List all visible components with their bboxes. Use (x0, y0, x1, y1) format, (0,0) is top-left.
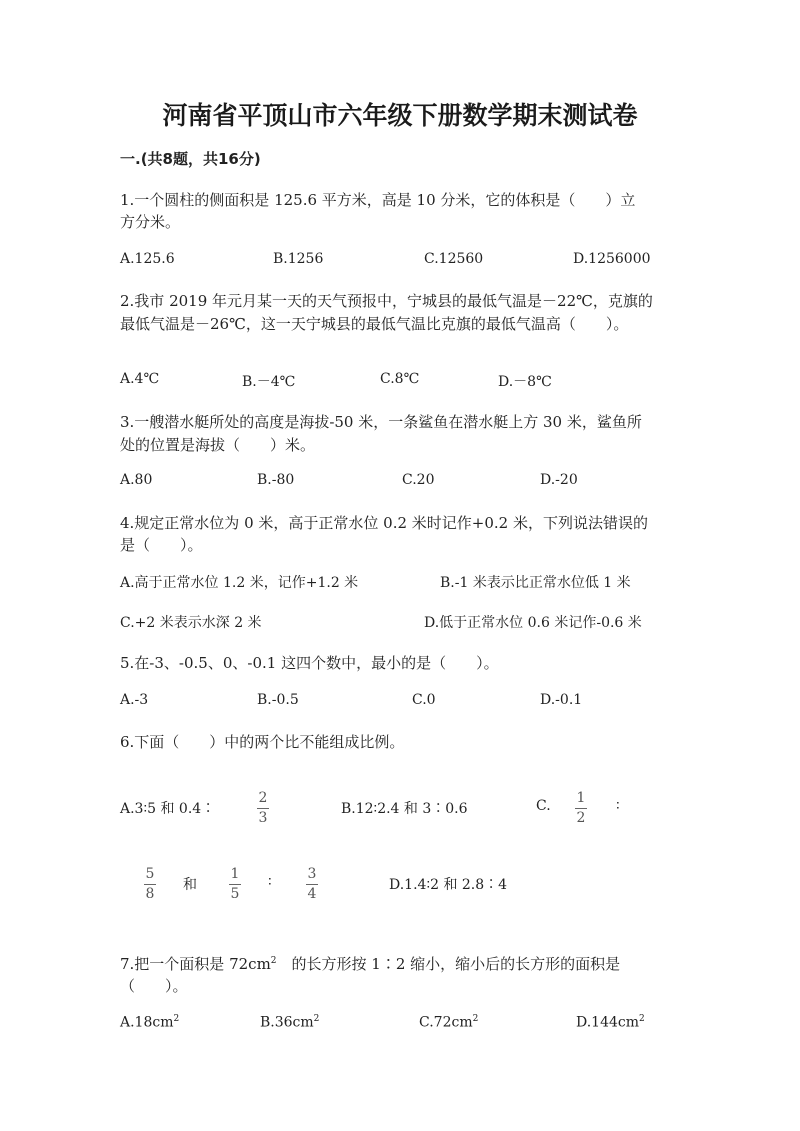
section-heading: 一.(共8题，共16分) (120, 150, 261, 168)
fraction-bar (257, 808, 269, 809)
squared-superscript: 2 (472, 1014, 479, 1024)
q7-option-a-text: A.18cm (120, 1014, 174, 1031)
fraction-bar (575, 808, 587, 809)
fraction-denominator: 5 (230, 886, 240, 902)
q7-option-b-text: B.36cm (260, 1014, 314, 1031)
q6-option-c-fraction-1 (575, 790, 587, 827)
squared-superscript: 2 (270, 956, 277, 966)
q5-option-c: C.0 (412, 692, 436, 708)
question-4-line-1: 4.规定正常水位为 0 米，高于正常水位 0.2 米时记作+0.2 米，下列说法错误的 (120, 514, 648, 532)
q3-option-d: D.-20 (540, 472, 578, 488)
fraction-denominator: 3 (258, 810, 268, 826)
q7-text-b: 的长方形按 1∶2 缩小，缩小后的长方形的面积是 (276, 955, 621, 973)
question-2-line-2: 最低气温是－26℃，这一天宁城县的最低气温比克旗的最低气温高（ ）。 (120, 315, 629, 333)
question-7-line-2: （ ）。 (120, 977, 188, 995)
q1-option-c: C.12560 (424, 251, 484, 267)
fraction-denominator: 2 (576, 810, 586, 826)
q4-option-b: B.-1 米表示比正常水位低 1 米 (440, 575, 631, 591)
q6-colon-1: ∶ (616, 798, 620, 814)
q6-option-c-label: C. (536, 798, 551, 814)
q6-option-d: D.1.4∶2 和 2.8∶4 (389, 877, 508, 893)
q1-option-b: B.1256 (273, 251, 324, 267)
question-6-line-1: 6.下面（ ）中的两个比不能组成比例。 (120, 733, 405, 751)
q3-option-b: B.-80 (257, 472, 295, 488)
q2-option-a: A.4℃ (120, 371, 160, 387)
page-title: 河南省平顶山市六年级下册数学期末测试卷 (162, 101, 638, 130)
q2-option-b: B.－4℃ (242, 374, 296, 390)
question-3-line-1: 3.一艘潜水艇所处的高度是海拔-50 米，一条鲨鱼在潜水艇上方 30 米，鲨鱼所 (120, 413, 642, 431)
q4-option-d: D.低于正常水位 0.6 米记作-0.6 米 (424, 615, 642, 631)
fraction-numerator: 5 (145, 866, 155, 882)
q5-option-d: D.-0.1 (540, 692, 583, 708)
q5-option-a: A.-3 (120, 692, 149, 708)
q1-option-a: A.125.6 (120, 251, 175, 267)
q4-option-a: A.高于正常水位 1.2 米，记作+1.2 米 (120, 575, 359, 591)
q6-option-a: A.3∶5 和 0.4∶ (120, 801, 216, 817)
q2-option-c: C.8℃ (380, 371, 420, 387)
q4-option-c: C.+2 米表示水深 2 米 (120, 615, 262, 631)
q7-option-d-text: D.144cm (576, 1014, 640, 1031)
q3-option-a: A.80 (120, 472, 153, 488)
squared-superscript: 2 (639, 1014, 645, 1024)
q6-option-c-fraction-3 (229, 866, 241, 903)
fraction-bar (306, 884, 318, 885)
question-2-line-1: 2.我市 2019 年元月某一天的天气预报中，宁城县的最低气温是－22℃，克旗的 (120, 292, 653, 310)
squared-superscript: 2 (313, 1014, 320, 1024)
q7-option-c (419, 1014, 478, 1031)
squared-superscript: 2 (173, 1014, 180, 1024)
q7-option-a (120, 1014, 179, 1031)
fraction-numerator: 1 (576, 790, 586, 806)
question-3-line-2: 处的位置是海拔（ ）米。 (120, 436, 316, 454)
q6-option-a-fraction (257, 790, 269, 827)
fraction-bar (229, 884, 241, 885)
fraction-denominator: 8 (145, 886, 155, 902)
q7-option-b (260, 1014, 319, 1031)
q7-text-a: 7.把一个面积是 72cm (120, 955, 271, 973)
fraction-bar (144, 884, 156, 885)
q5-option-b: B.-0.5 (257, 692, 299, 708)
q2-option-d: D.－8℃ (498, 374, 552, 390)
q6-option-c-fraction-4 (306, 866, 318, 903)
fraction-numerator: 2 (258, 790, 268, 806)
q6-option-b: B.12∶2.4 和 3∶0.6 (341, 801, 468, 817)
fraction-denominator: 4 (307, 886, 317, 902)
q7-option-d (576, 1014, 645, 1031)
q7-option-c-text: C.72cm (419, 1014, 473, 1031)
fraction-numerator: 3 (307, 866, 317, 882)
q6-option-c-fraction-2 (144, 866, 156, 903)
question-7-line-1 (120, 953, 620, 974)
q6-colon-2: ∶ (268, 874, 272, 890)
question-1-line-1: 1.一个圆柱的侧面积是 125.6 平方米，高是 10 分米，它的体积是（ ）立 (120, 191, 636, 209)
q1-option-d: D.1256000 (573, 251, 651, 267)
fraction-numerator: 1 (230, 866, 240, 882)
q6-and-text: 和 (183, 877, 197, 893)
q3-option-c: C.20 (402, 472, 435, 488)
question-5-line-1: 5.在-3、-0.5、0、-0.1 这四个数中，最小的是（ ）。 (120, 654, 499, 672)
question-1-line-2: 方分米。 (120, 213, 181, 231)
question-4-line-2: 是（ ）。 (120, 536, 203, 554)
